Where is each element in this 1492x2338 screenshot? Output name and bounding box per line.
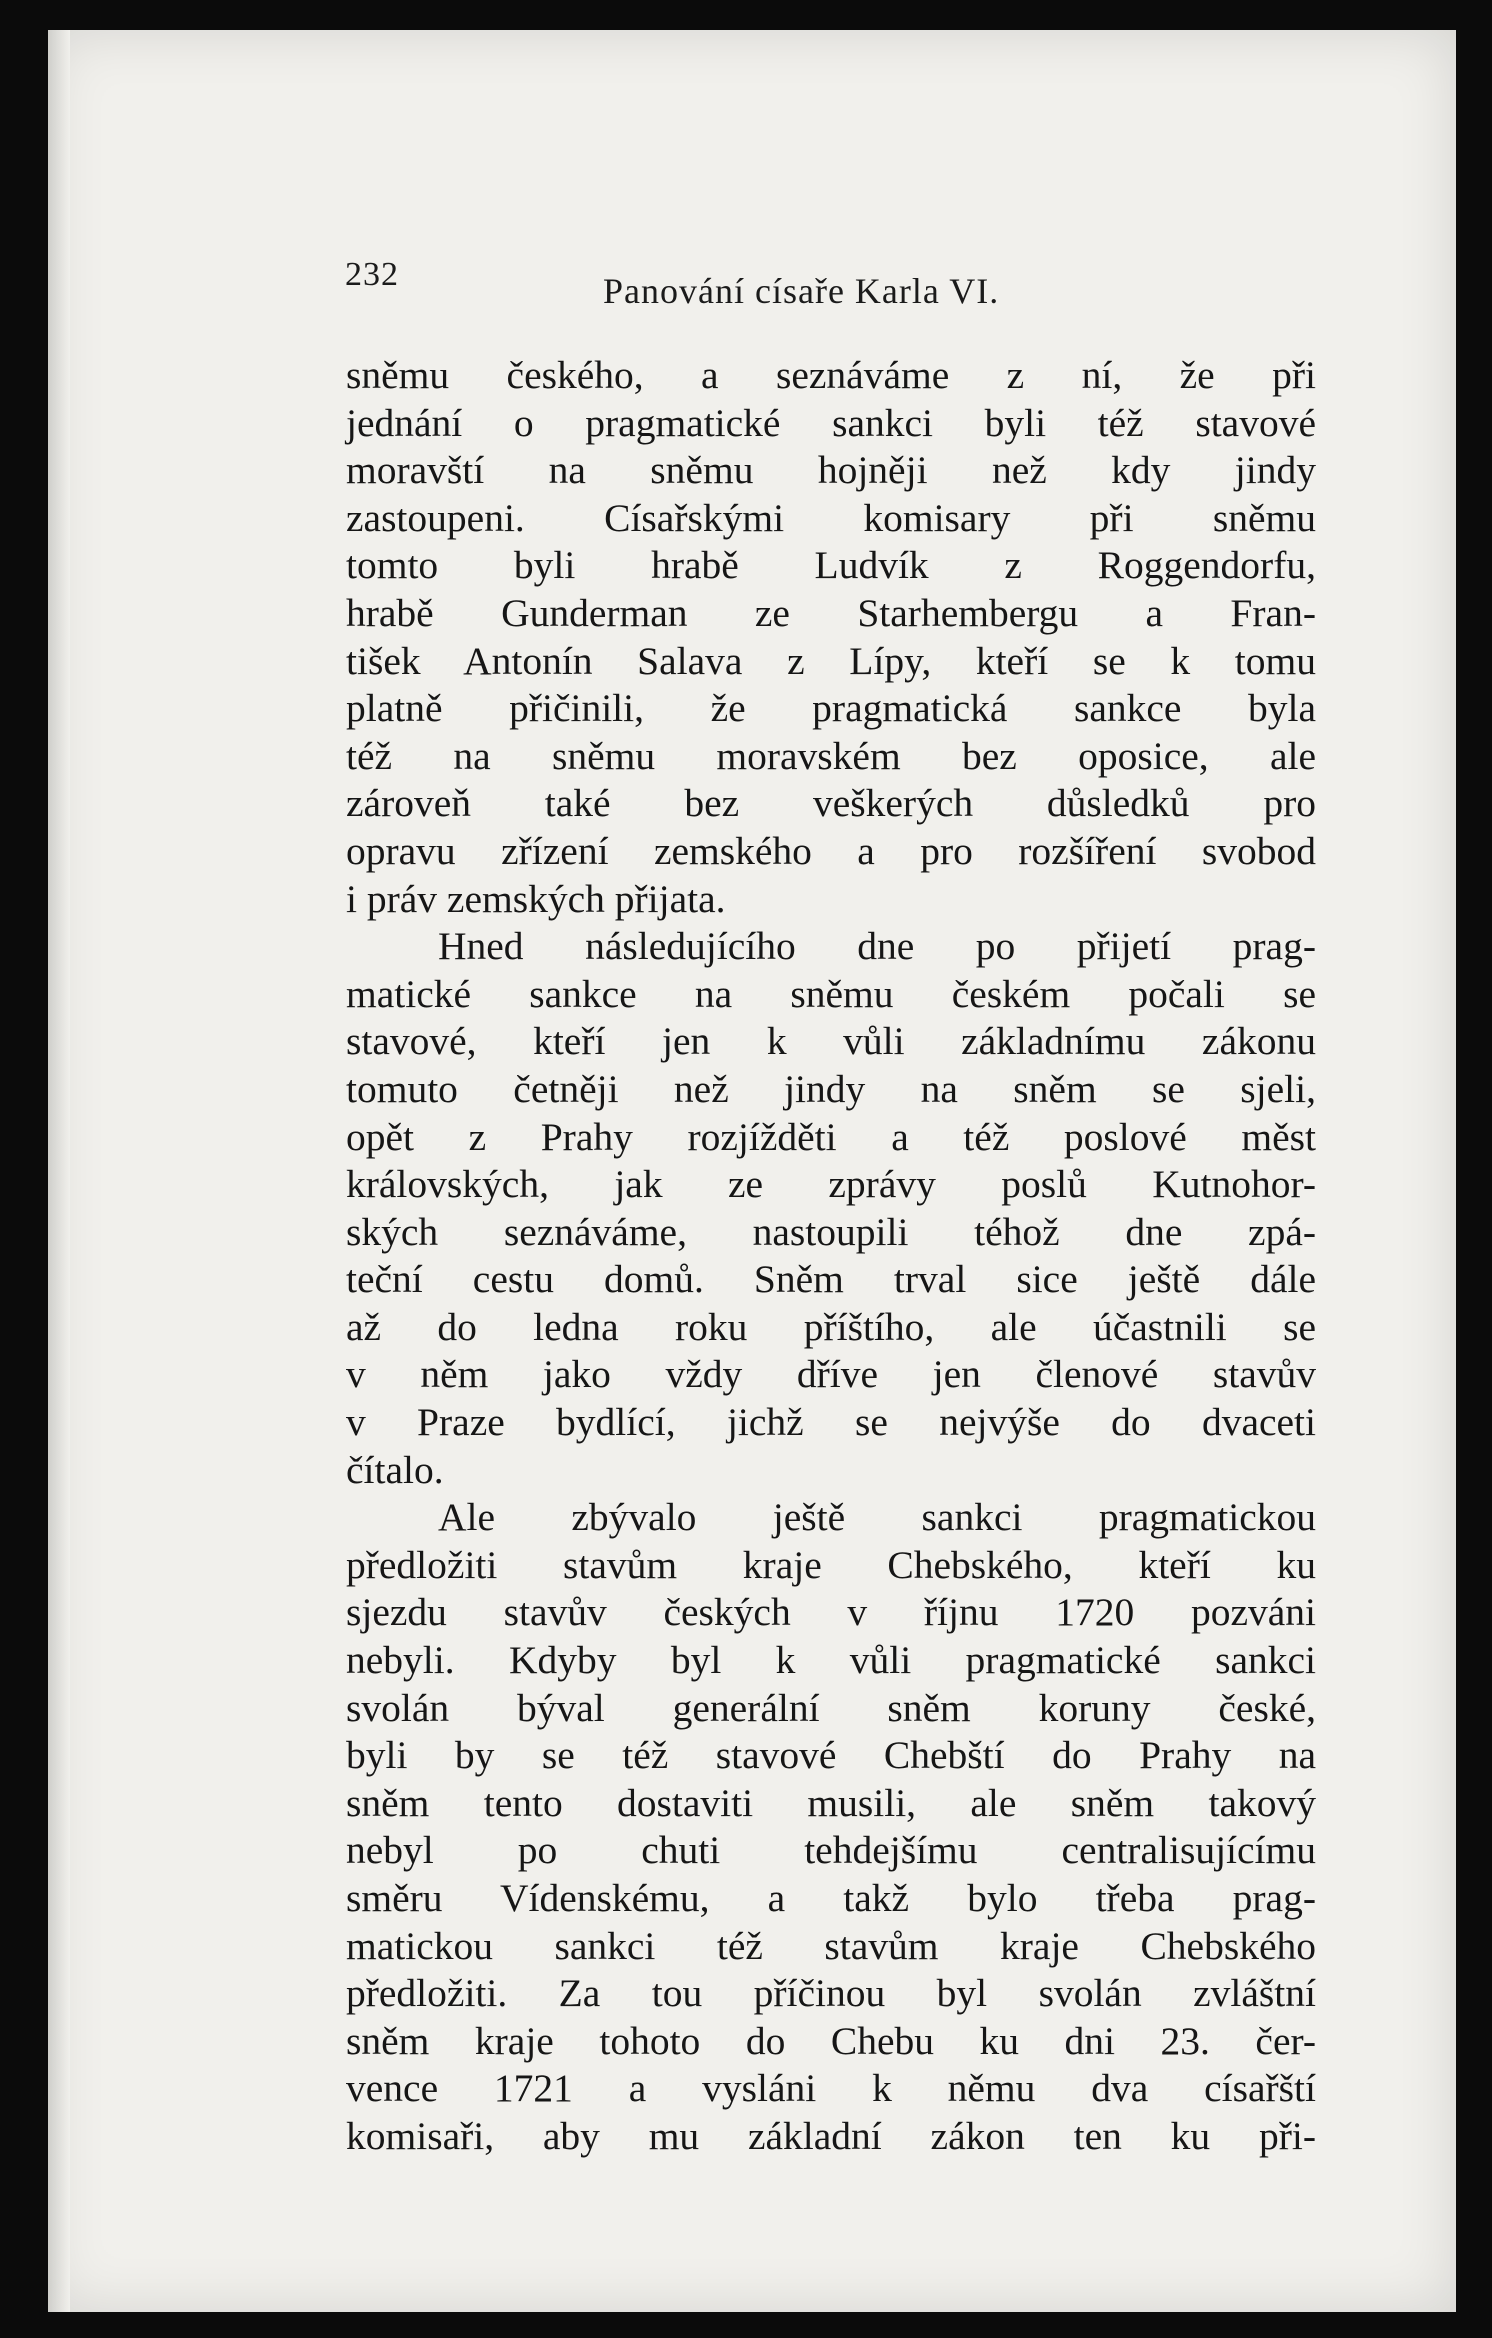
text-line: platně přičinili, že pragmatická sankce byla [346, 686, 1316, 731]
text-line: komisaři, aby mu základní zákon ten ku při- [346, 2113, 1316, 2158]
text-line: opět z Prahy rozjížděti a též poslové měst [346, 1114, 1316, 1159]
text-line: až do ledna roku příštího, ale účastnili se [346, 1304, 1316, 1349]
text-line: Hned následujícího dne po přijetí prag- [438, 924, 1316, 969]
text-line: hrabě Gunderman ze Starhembergu a Fran- [346, 590, 1316, 635]
text-line: tišek Antonín Salava z Lípy, kteří se k tomu [346, 638, 1316, 683]
text-line: tomuto četněji než jindy na sněm se sjeli, [346, 1066, 1316, 1111]
text-line: tomto byli hrabě Ludvík z Roggendorfu, [346, 543, 1316, 588]
text-line: sněm tento dostaviti musili, ale sněm takový [346, 1780, 1316, 1825]
text-line: stavové, kteří jen k vůli základnímu zákonu [346, 1019, 1316, 1064]
text-line: sněm kraje tohoto do Chebu ku dni 23. čer- [346, 2018, 1316, 2063]
page-header [345, 256, 1345, 316]
text-line: královských, jak ze zprávy poslů Kutnohor- [346, 1162, 1316, 1207]
scan-edge [48, 30, 70, 2312]
text-line: opravu zřízení zemského a pro rozšíření svobod [346, 828, 1316, 873]
text-line: čítalo. [346, 1447, 444, 1492]
book-page [48, 30, 1456, 2312]
text-line: směru Vídenskému, a takž bylo třeba prag- [346, 1876, 1316, 1920]
page-number: 232 [345, 256, 399, 293]
text-line: matickou sankci též stavům kraje Chebského [346, 1923, 1316, 1968]
text-line: v Praze bydlící, jichž se nejvýše do dvaceti [346, 1400, 1316, 1445]
text-line: nebyl po chuti tehdejšímu centralisujícímu [346, 1828, 1316, 1873]
text-line: nebyli. Kdyby byl k vůli pragmatické sankci [346, 1638, 1316, 1683]
body-text [346, 352, 1316, 2161]
text-line: vence 1721 a vysláni k němu dva císařští [346, 2066, 1316, 2111]
text-line: předložiti. Za tou příčinou byl svolán zvláštní [346, 1971, 1316, 2016]
text-line: předložiti stavům kraje Chebského, kteří ku [346, 1542, 1316, 1587]
text-line: svolán býval generální sněm koruny české, [346, 1685, 1316, 1730]
text-line: teční cestu domů. Sněm trval sice ještě dále [346, 1257, 1316, 1302]
text-line: v něm jako vždy dříve jen členové stavův [346, 1352, 1316, 1397]
text-line: sjezdu stavův českých v říjnu 1720 pozváni [346, 1590, 1316, 1635]
text-line: jednání o pragmatické sankci byli též stavové [346, 400, 1316, 445]
text-line: Ale zbývalo ještě sankci pragmatickou [438, 1495, 1316, 1540]
running-title: Panování císaře Karla VI. [603, 271, 1000, 311]
text-line: i práv zemských přijata. [346, 876, 726, 921]
text-line: moravští na sněmu hojněji než kdy jindy [346, 448, 1316, 493]
text-line: sněmu českého, a seznáváme z ní, že při [346, 353, 1316, 397]
text-line: matické sankce na sněmu českém počali se [346, 971, 1316, 1016]
text-line: byli by se též stavové Chebští do Prahy na [346, 1733, 1316, 1778]
text-line: též na sněmu moravském bez oposice, ale [346, 733, 1316, 778]
text-line: zároveň také bez veškerých důsledků pro [346, 781, 1316, 826]
text-line: ských seznáváme, nastoupili téhož dne zpá- [346, 1209, 1316, 1254]
text-line: zastoupeni. Císařskými komisary při sněmu [346, 495, 1316, 540]
